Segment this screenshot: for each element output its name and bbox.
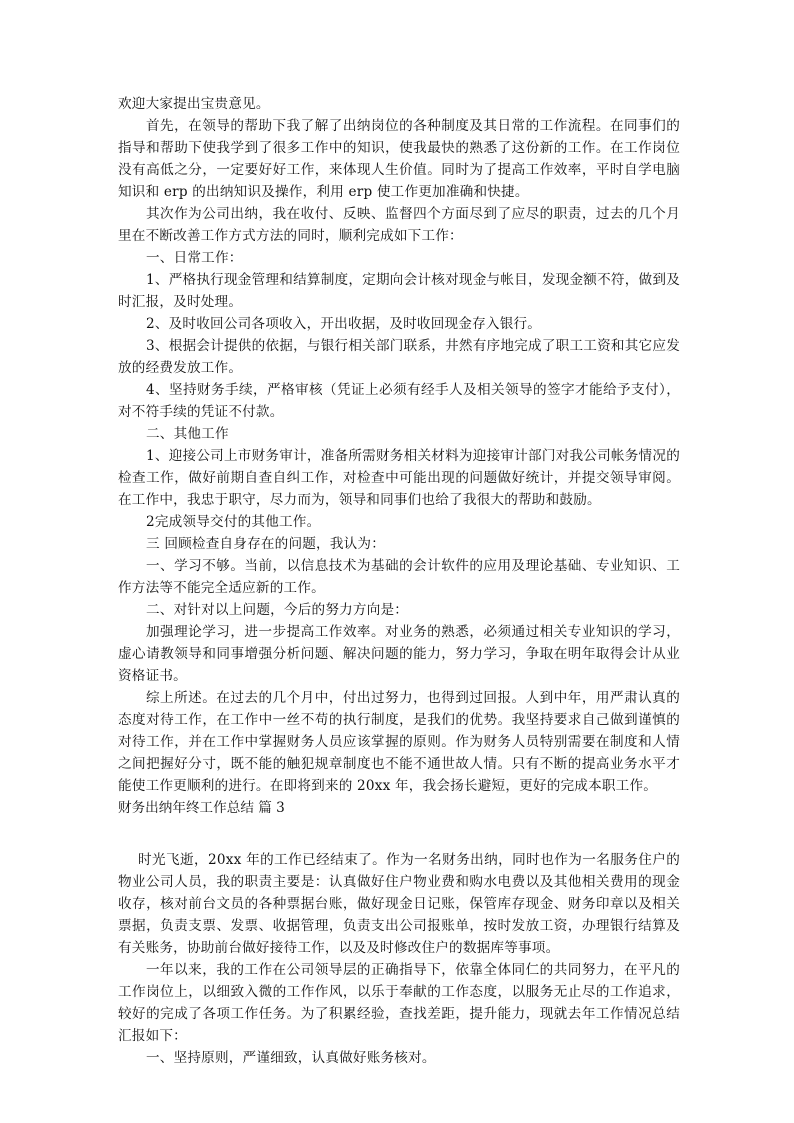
document-page	[118, 93, 680, 1069]
section-heading: 财务出纳年终工作总结 篇 3	[118, 800, 285, 816]
paragraph-study: 加强理论学习，进一步提高工作效率。对业务的熟悉，必须通过相关专业知识的学习，虚心请教领导和同事增强分析问题、解决问题的能力，努力学习，争取在明年取得会计从业资格证书。	[118, 624, 680, 684]
list-item-3: 3、根据会计提供的依据，与银行相关部门联系，井然有序地完成了职工工资和其它应发放的经费发放工作。	[118, 338, 680, 376]
paragraph-welcome: 欢迎大家提出宝贵意见。	[118, 96, 270, 112]
section-gap	[118, 819, 680, 849]
subheading-review: 三 回顾检查自身存在的问题，我认为：	[146, 536, 386, 552]
paragraph-time: 时光飞逝，20xx 年的工作已经结束了。作为一名财务出纳，同时也作为一名服务住户的物业公司人员，我的职责主要是：认真做好住户物业费和购水电费以及其他相关费用的现金收存，核对前台文员的各种票据台账，做好现金日记账，保管库存现金、财务印章以及相关票据，负责支票、发票、收据管理，负责支出公司报账单，按时发放工资，办理银行结算及有关账务，协助前台做好接待工作，以及及时修改住户的数据库等事项。	[118, 852, 680, 956]
paragraph-second: 其次作为公司出纳，我在收付、反映、监督四个方面尽到了应尽的职责，过去的几个月里在不断改善工作方式方法的同时，顺利完成如下工作：	[118, 206, 680, 244]
subheading-daily-work: 一、日常工作：	[146, 250, 243, 266]
other-item-1: 1、迎接公司上市财务审计，准备所需财务相关材料为迎接审计部门对我公司帐务情况的检查工作，做好前期自查自纠工作，对检查中可能出现的问题做好统计，并提交领导审阅。在工作中，我忠于职守，尽力而为，领导和同事们也给了我很大的帮助和鼓励。	[118, 448, 680, 508]
other-item-2: 2完成领导交付的其他工作。	[146, 514, 321, 530]
paragraph-summary: 综上所述。在过去的几个月中，付出过努力，也得到过回报。人到中年，用严肃认真的态度对待工作，在工作中一丝不苟的执行制度，是我们的优势。我坚持要求自己做到谨慎的对待工作，并在工作中掌握财务人员应该掌握的原则。作为财务人员特别需要在制度和人情之间把握好分寸，既不能的触犯规章制度也不能不通世故人情。只有不断的提高业务水平才能使工作更顺利的进行。在即将到来的 20xx 年，我会扬长避短，更好的完成本职工作。	[118, 690, 680, 794]
paragraph-principle: 一、坚持原则，严谨细致，认真做好账务核对。	[146, 1050, 436, 1066]
review-item-1: 一、学习不够。当前，以信息技术为基础的会计软件的应用及理论基础、专业知识、工作方法等不能完全适应新的工作。	[118, 558, 680, 596]
paragraph-year: 一年以来，我的工作在公司领导层的正确指导下，依靠全体同仁的共同努力，在平凡的工作岗位上，以细致入微的工作作风，以乐于奉献的工作态度，以服务无止尽的工作追求，较好的完成了各项工作任务。为了积累经验，查找差距，提升能力，现就去年工作情况总结汇报如下：	[118, 962, 680, 1044]
list-item-4: 4、坚持财务手续，严格审核（凭证上必须有经手人及相关领导的签字才能给予支付），对不符手续的凭证不付款。	[118, 382, 680, 420]
list-item-2: 2、及时收回公司各项收入，开出收据，及时收回现金存入银行。	[146, 316, 542, 332]
paragraph-first: 首先，在领导的帮助下我了解了出纳岗位的各种制度及其日常的工作流程。在同事们的指导和帮助下使我学到了很多工作中的知识，使我最快的熟悉了这份新的工作。在工作岗位没有高低之分，一定要好好工作，来体现人生价值。同时为了提高工作效率，平时自学电脑知识和 erp 的出纳知识及操作，利用 erp 使工作更加准确和快捷。	[118, 118, 680, 200]
list-item-1: 1、严格执行现金管理和结算制度，定期向会计核对现金与帐目，发现金额不符，做到及时汇报，及时处理。	[118, 272, 680, 310]
subheading-direction: 二、对针对以上问题，今后的努力方向是：	[146, 602, 409, 618]
subheading-other-work: 二、其他工作	[146, 426, 229, 442]
